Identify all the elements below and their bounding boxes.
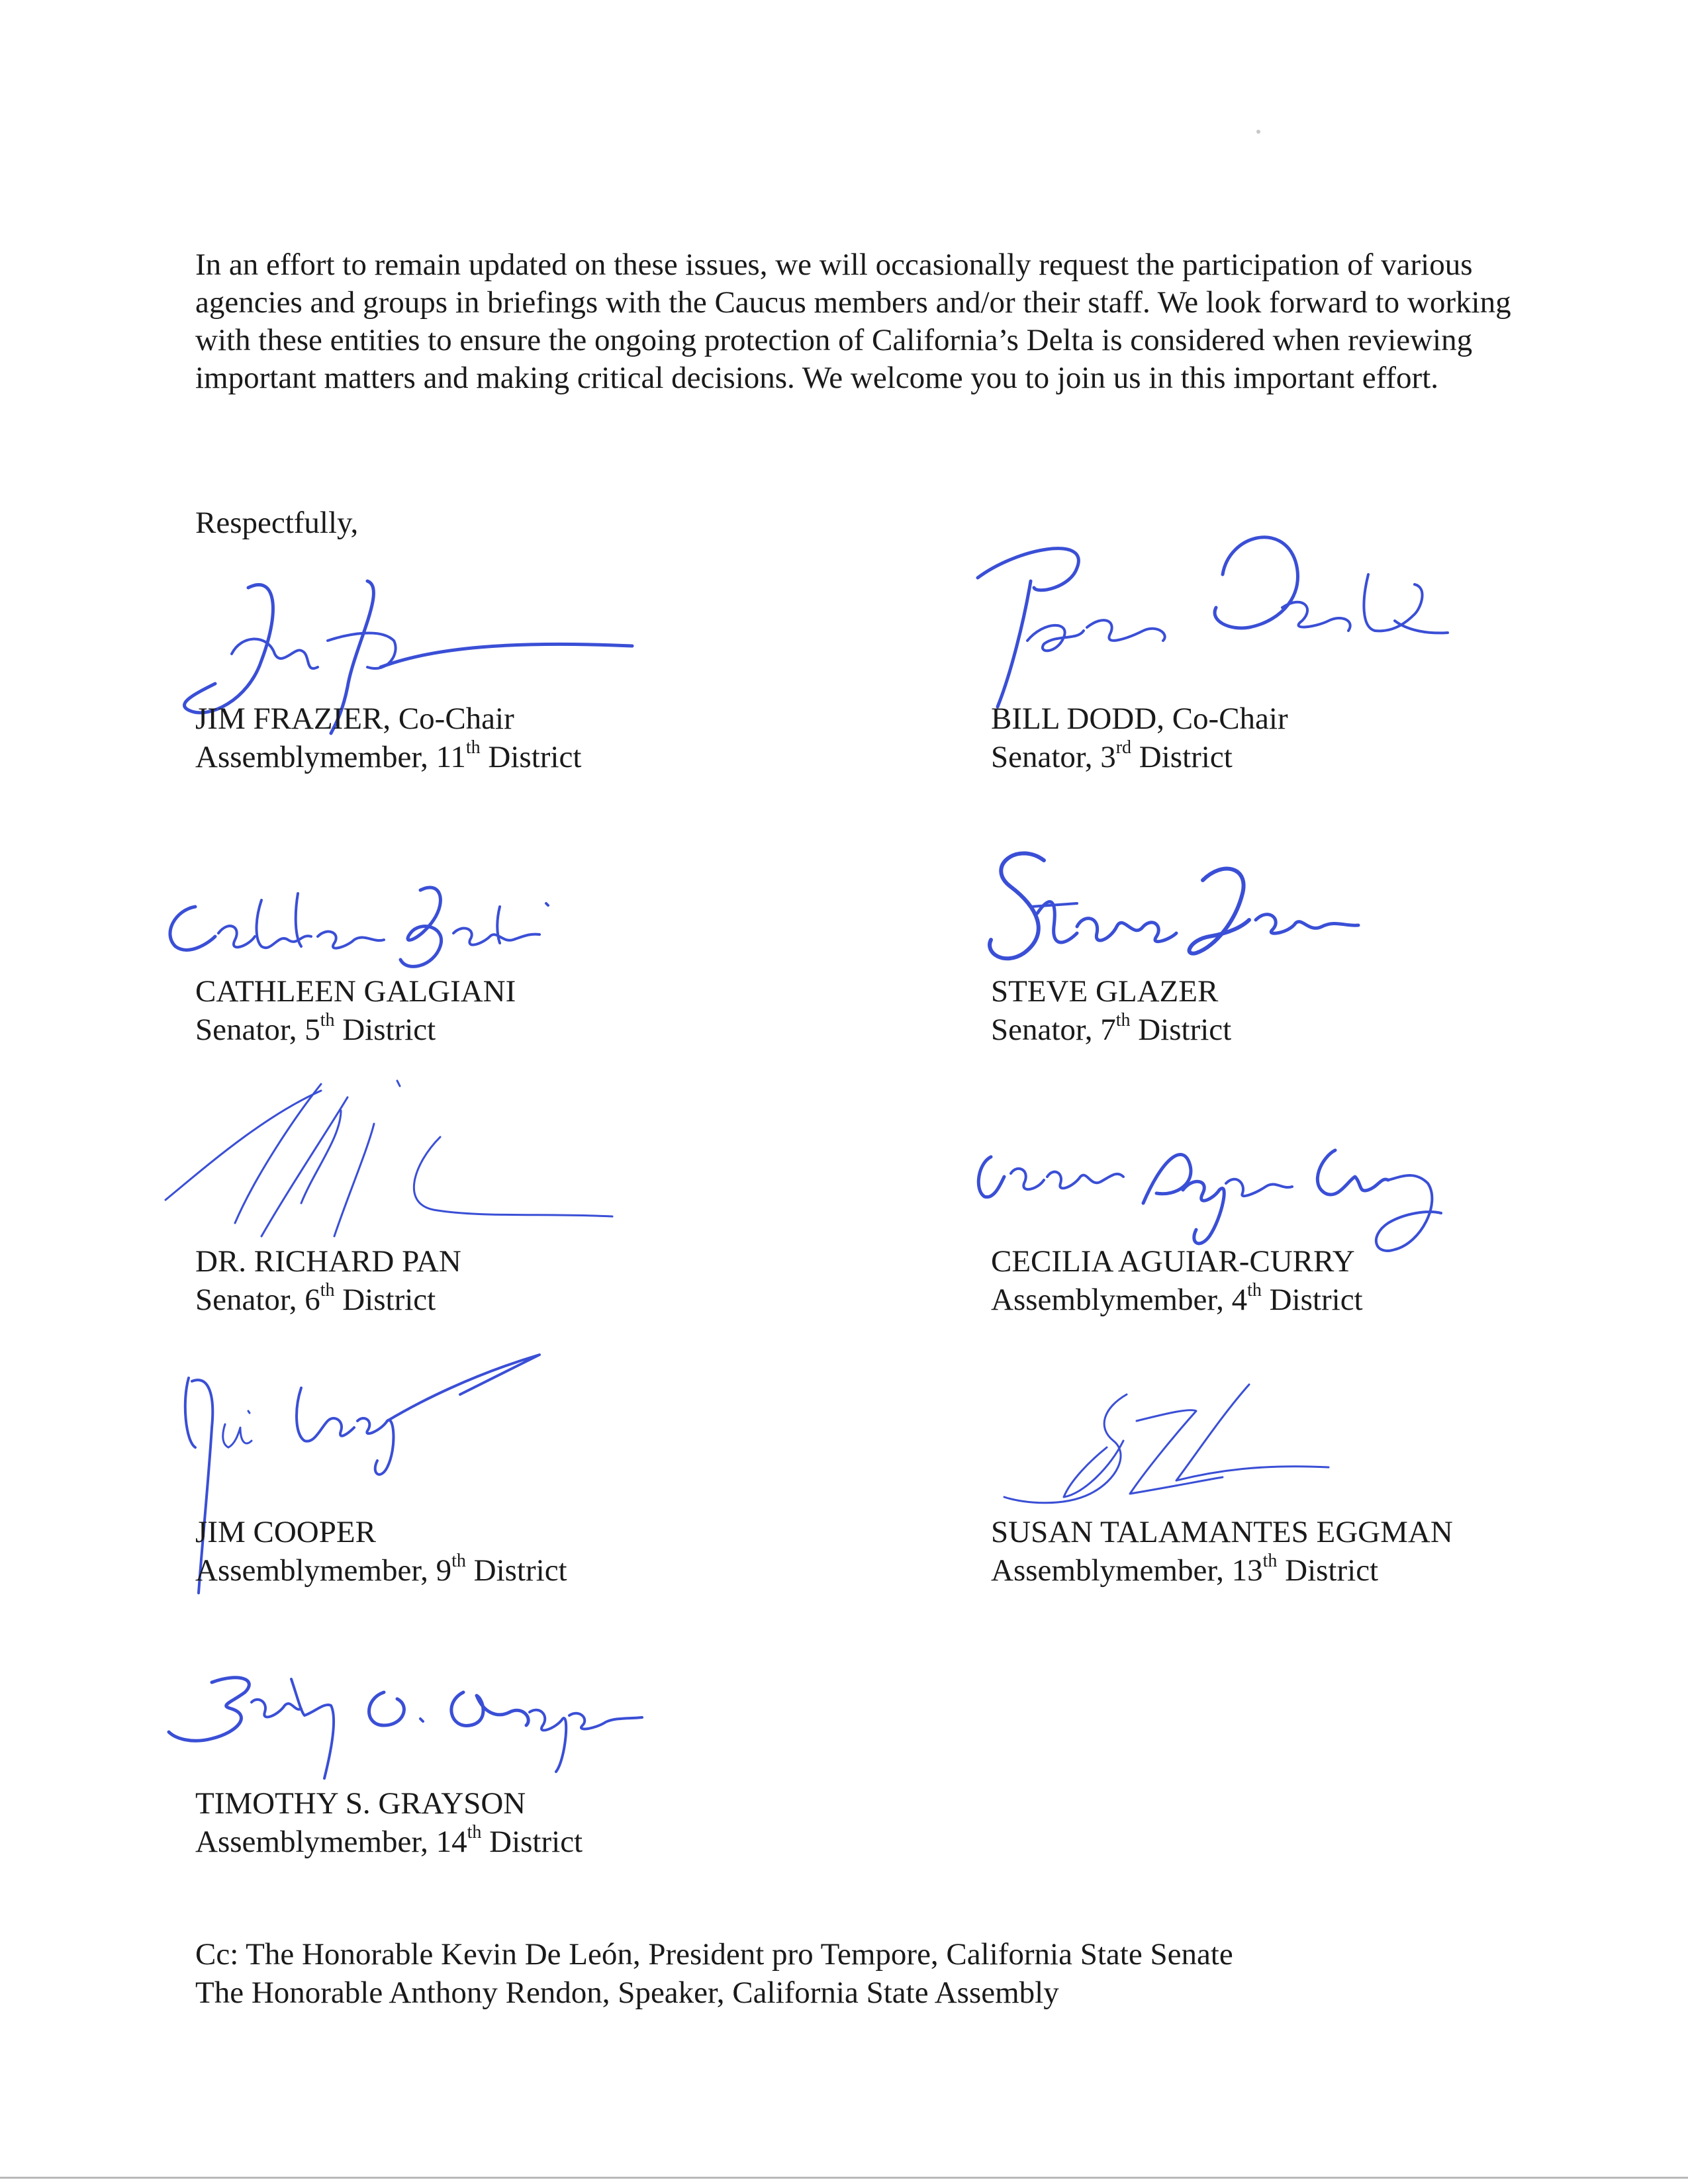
signatory-title: Assemblymember, 14th District bbox=[195, 1822, 583, 1859]
signature-glazer bbox=[978, 841, 1362, 979]
signature-galgiani bbox=[156, 880, 553, 986]
scan-edge-line bbox=[0, 2177, 1688, 2179]
cc-line-2: The Honorable Anthony Rendon, Speaker, California State Assembly bbox=[195, 1976, 1059, 2010]
signatory-title: Assemblymember, 4th District bbox=[991, 1280, 1363, 1317]
cc-line-1: Cc: The Honorable Kevin De León, President pro Tempore, California State Senate bbox=[195, 1937, 1233, 1972]
signatory-name: JIM FRAZIER, Co-Chair bbox=[195, 702, 514, 736]
cc-block bbox=[195, 1935, 1233, 2012]
signatory-title: Assemblymember, 9th District bbox=[195, 1551, 567, 1588]
signatory-title: Assemblymember, 13th District bbox=[991, 1551, 1379, 1588]
signatory-name: CATHLEEN GALGIANI bbox=[195, 974, 516, 1009]
scan-speck bbox=[1256, 130, 1260, 134]
signatory-title: Senator, 6th District bbox=[195, 1280, 436, 1317]
signatory-title: Assemblymember, 11th District bbox=[195, 737, 582, 774]
signature-dodd bbox=[971, 522, 1448, 713]
signatory-name: SUSAN TALAMANTES EGGMAN bbox=[991, 1515, 1453, 1549]
signature-eggman bbox=[998, 1381, 1368, 1514]
signatory-title: Senator, 7th District bbox=[991, 1010, 1232, 1047]
signatory-name: CECILIA AGUIAR-CURRY bbox=[991, 1244, 1355, 1279]
signatory-name: BILL DODD, Co-Chair bbox=[991, 702, 1288, 736]
signatory-name: JIM COOPER bbox=[195, 1515, 376, 1549]
letter-paragraph: In an effort to remain updated on these issues, we will occasionally request the participation of various agencies and groups in briefings with the Caucus members and/or their staff. We look forward to working with these entities to ensure the ongoing protection of California’s Delta is considered when reviewing important matters and making critical decisions. We welcome you to join us in this important effort. bbox=[195, 248, 1511, 395]
signatory-title: Senator, 5th District bbox=[195, 1010, 436, 1047]
signatory-title: Senator, 3rd District bbox=[991, 737, 1233, 774]
signature-grayson bbox=[165, 1666, 642, 1785]
closing-salutation: Respectfully, bbox=[195, 506, 359, 540]
signatory-name: STEVE GLAZER bbox=[991, 974, 1219, 1009]
signatory-name: DR. RICHARD PAN bbox=[195, 1244, 461, 1279]
signatory-name: TIMOTHY S. GRAYSON bbox=[195, 1786, 526, 1821]
signature-pan bbox=[162, 1077, 612, 1250]
